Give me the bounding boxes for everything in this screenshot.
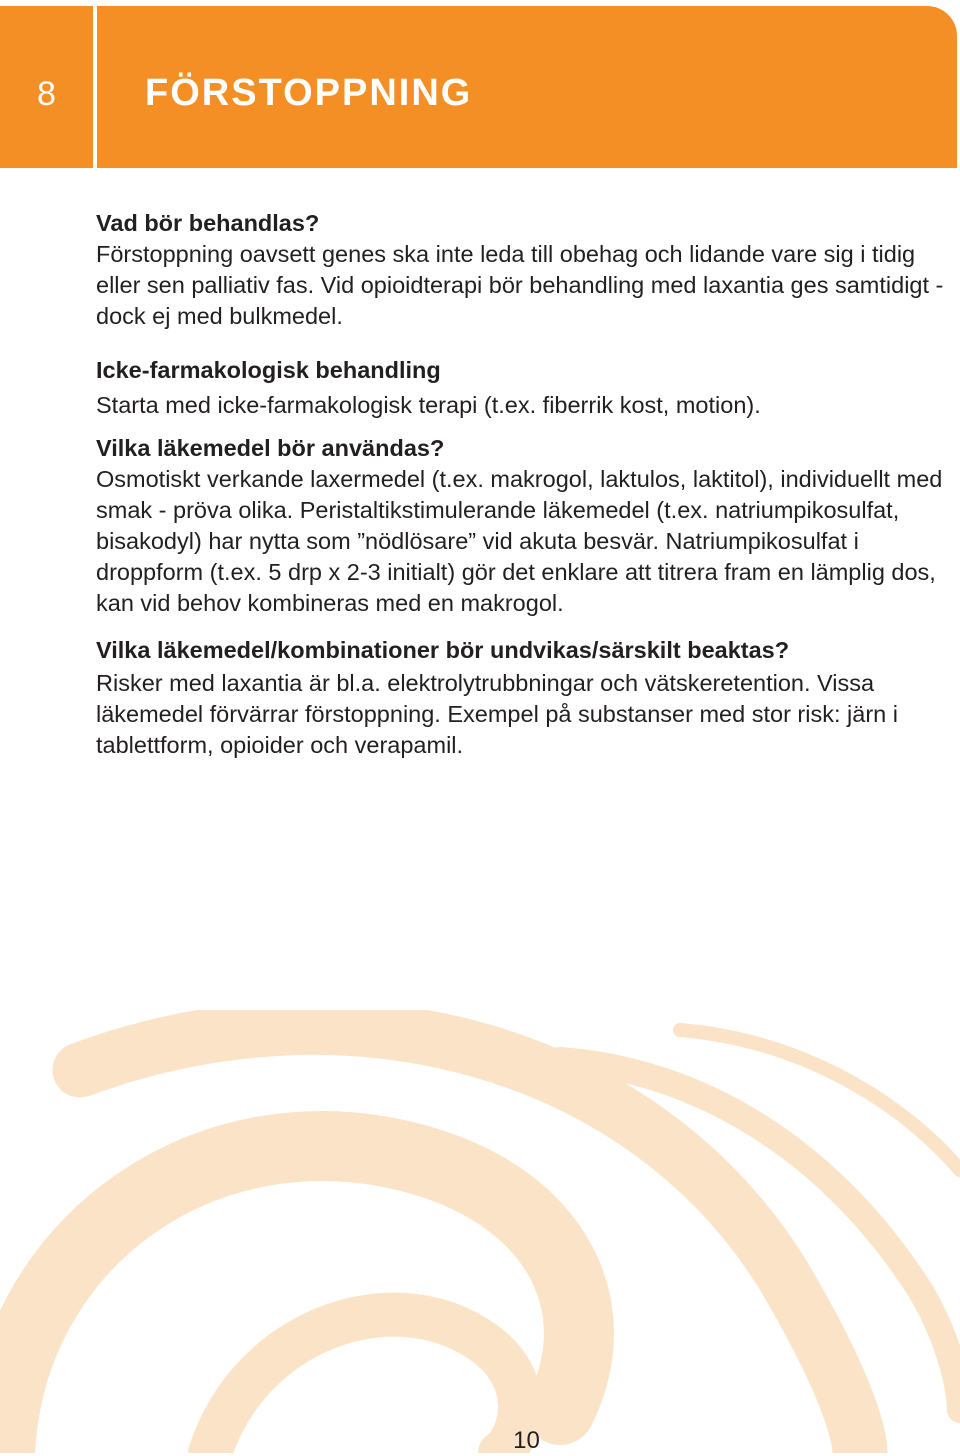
page-number: 10	[513, 1427, 540, 1454]
chapter-number: 8	[37, 75, 56, 113]
section-body: Risker med laxantia är bl.a. elektrolytrubbningar och vätskeretention. Vissa läkemedel förvärrar förstoppning. Exempel på substanser med stor risk: järn i tablettform, opioider och verapamil.	[96, 670, 898, 758]
chapter-number-box	[0, 6, 93, 168]
section-body: Förstoppning oavsett genes ska inte leda till obehag och lidande vare sig i tidig eller sen palliativ fas. Vid opioidterapi bör behandling med laxantia ges samtidigt - dock ej med bulkmedel.	[96, 241, 944, 329]
chapter-title-box	[97, 6, 957, 168]
chapter-header	[0, 0, 960, 170]
section-heading: Vilka läkemedel bör användas?	[96, 435, 445, 461]
decorative-swirl	[0, 1010, 960, 1453]
chapter-title: FÖRSTOPPNING	[145, 72, 473, 114]
section-body: Osmotiskt verkande laxermedel (t.ex. makrogol, laktulos, laktitol), individuellt med smak - pröva olika. Peristaltikstimulerande läkemedel (t.ex. natriumpikosulfat, bisakodyl) har nytta som ”nödlösare” vid akuta besvär. Natriumpikosulfat i droppform (t.ex. 5 drp x 2-3 initialt) gör det enklare att titrera fram en lämplig dos, kan vid behov kombineras med en makrogol.	[96, 466, 943, 616]
main-content	[96, 208, 956, 761]
section-heading: Icke-farmakologisk behandling	[96, 357, 441, 383]
section-heading: Vilka läkemedel/kombinationer bör undvikas/särskilt beaktas?	[96, 637, 790, 663]
section-body: Starta med icke-farmakologisk terapi (t.ex. fiberrik kost, motion).	[96, 392, 761, 418]
section-heading: Vad bör behandlas?	[96, 210, 320, 236]
